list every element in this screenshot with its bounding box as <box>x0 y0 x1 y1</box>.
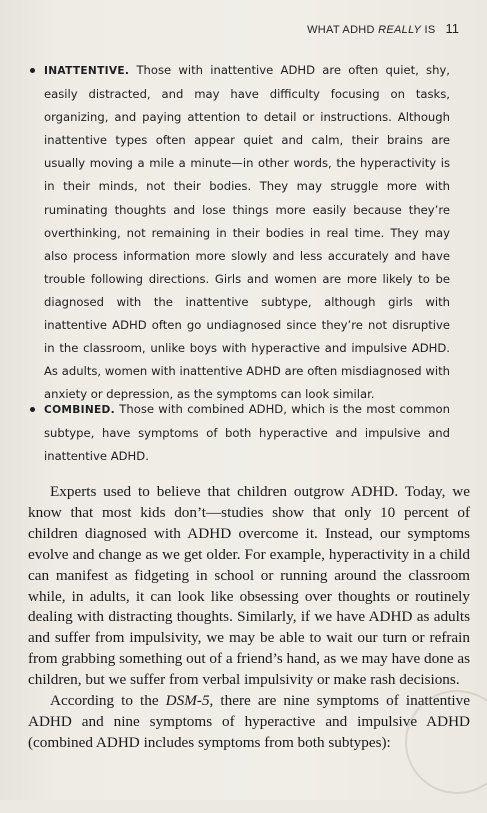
bullet-text: Those with inattentive ADHD are often quiet, shy, easily distracted, and may have difficulty focusing on tasks, organizing, and paying attention to detail or instructions. Although inattentive types often appear quiet and calm, their brains are usually moving a mile a minute—in other words, the hyperactivity is in their minds, not their bodies. They may struggle more with ruminating thoughts and lose things more easily because they’re overthinking, not remaining in their bodies in real time. They may also process information more slowly and less accurately and have trouble following directions. Girls and women are more likely to be diagnosed with the inattentive subtype, although girls with inattentive ADHD often go undiagnosed since they’re not disruptive in the classroom, unlike boys with hyperactive and impulsive ADHD. As adults, women with inattentive ADHD are often misdiagnosed with anxiety or depression, as the symptoms can look similar. <box>44 63 450 402</box>
bullet-dot-icon <box>30 407 35 412</box>
bullet-combined <box>30 398 450 468</box>
bullet-term: COMBINED. <box>44 404 115 416</box>
bullet-dot-icon <box>30 68 35 73</box>
running-title-part: IS <box>424 24 436 36</box>
bullet-term: INATTENTIVE. <box>44 65 130 77</box>
bullet-body <box>30 59 450 406</box>
paragraph-dsm5 <box>28 691 470 754</box>
bullet-body <box>30 398 450 468</box>
running-title-part: WHAT ADHD <box>307 24 375 36</box>
body-text <box>28 482 470 754</box>
page-number: 11 <box>445 21 459 36</box>
running-header <box>307 21 459 36</box>
running-title-italic: REALLY <box>378 24 422 36</box>
running-title <box>307 24 435 36</box>
paragraph-text: According to the <box>50 692 166 710</box>
paragraph-text: , there are nine symptoms of inattentive ADHD and nine symptoms of hyperactive and impulsive ADHD (combined ADHD includes symptoms from both subtypes): <box>28 692 470 751</box>
bullet-text: Those with combined ADHD, which is the most common subtype, have symptoms of both hyperactive and impulsive and inattentive ADHD. <box>44 402 451 464</box>
paragraph-italic: DSM-5 <box>165 692 210 710</box>
paragraph-outgrow-adhd: Experts used to believe that children outgrow ADHD. Today, we know that most kids don’t—studies show that only 10 percent of children diagnosed with ADHD overcome it. Instead, our symptoms evolve and change as we get older. For example, hyperactivity in a child can manifest as fidgeting in school or running around the classroom while, in adults, it can look like obsessing over thoughts or routinely dealing with distracting thoughts. Similarly, if we have ADHD as adults and suffer from impulsivity, we may be able to wait our turn or refrain from grabbing something out of a friend’s hand, as we may have done as children, but we suffer from verbal impulsivity or make rash decisions. <box>28 483 471 689</box>
bullet-inattentive <box>30 59 450 406</box>
